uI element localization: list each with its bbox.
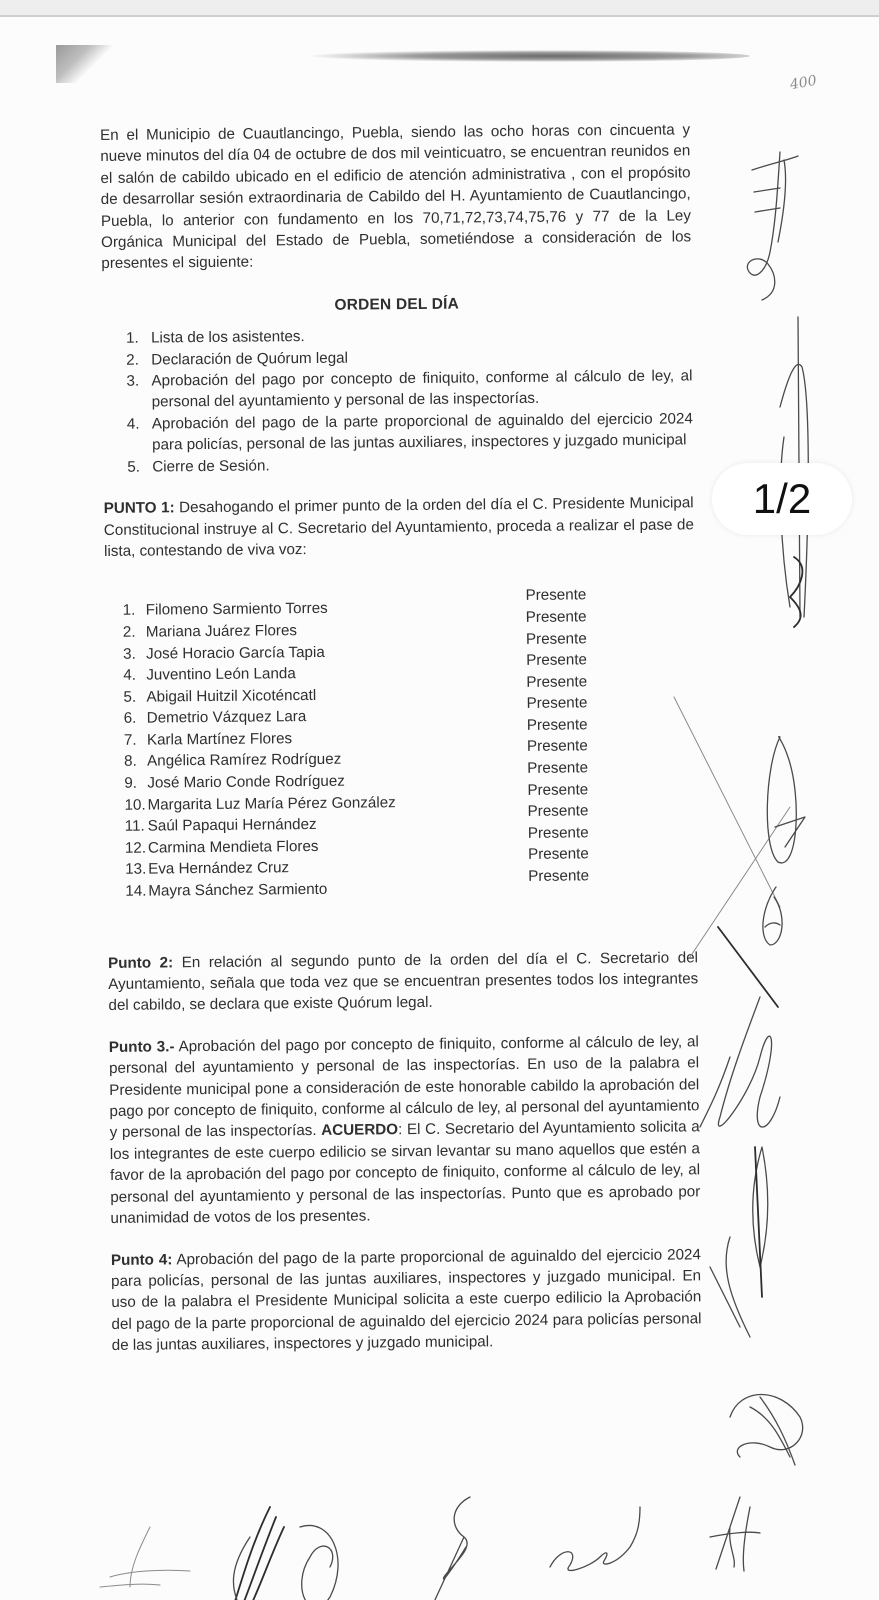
roll-call-row: 9. José Mario Conde Rodríguez	[124, 772, 345, 792]
roll-call-row: 3. José Horacio García Tapia	[122, 643, 325, 663]
attendance-status: Presente	[527, 781, 589, 799]
attendance-status: Presente	[527, 802, 589, 821]
agenda-item: 2. Declaración de Quórum legal	[126, 349, 349, 369]
punto-3	[109, 1031, 701, 1229]
attendance-status: Presente	[527, 845, 589, 864]
punto-2	[108, 947, 699, 1017]
punto-1-label: PUNTO 1:	[103, 499, 175, 518]
punto-3-text: Aprobación del pago por concepto de finiquito, conforme al cálculo de ley, al personal del ayuntamiento y personal de las inspectorías. En uso de la palabra el Presidente municipal pone a consideración de este honorable cabildo la aprobación del pago por concepto de finiquito, conforme al cálculo de ley, al personal del ayuntamiento y personal de las inspectorías.	[108, 1033, 700, 1142]
punto-1-text: Desahogando el primer punto de la orden del día el C. Presidente Municipal Constitucional instruye al C. Secretario del Ayuntamiento, proceda a realizar el pase de lista, contestando de viva voz:	[103, 494, 694, 560]
attendance-status: Presente	[528, 867, 590, 885]
punto-3-label: Punto 3.-	[108, 1038, 175, 1056]
punto-2-label: Punto 2:	[107, 953, 174, 972]
roll-call-row: 12. Carmina Mendieta Flores	[124, 837, 319, 857]
punto-1	[104, 492, 695, 562]
roll-call-row: 6. Demetrio Vázquez Lara	[123, 708, 307, 728]
attendance-status: Presente	[526, 673, 588, 691]
roll-call-row: 11. Saúl Papaqui Hernández	[124, 816, 317, 836]
punto-4-label: Punto 4:	[110, 1250, 173, 1269]
document-body	[100, 119, 702, 1356]
roll-call-row: 8. Angélica Ramírez Rodríguez	[124, 751, 342, 771]
roll-call-row: 1. Filomeno Sarmiento Torres	[122, 600, 328, 620]
signature-icon	[670, 677, 840, 997]
intro-paragraph: En el Municipio de Cuautlancingo, Puebla, siendo las ocho horas con cincuenta y nueve minutos del día 04 de octubre de dos mil veinticuatro, se encuentran reunidos en el salón de cabildo ubicado en el edificio de atención administrativa , con el propósito de desarrollar sesión extraordinaria de Cabildo del H. Ayuntamiento de Cuautlancingo, Puebla, lo anterior con fundamento en los 70,71,72,73,74,75,76 y 77 de la Ley Orgánica Municipal del Estado de Puebla, sometiéndose a consideración de los presentes el siguiente:	[100, 121, 692, 273]
punto-4-text: Aprobación del pago de la parte proporcional de aguinaldo del ejercicio 2024 para policías, personal de las juntas auxiliares, inspectores y juzgado municipal. En uso de la palabra el Presidente Municipal solicita a este cuerpo edilicio la Aprobación del pago de la parte proporcional de aguinaldo del ejercicio 2024 para policías personal de las juntas auxiliares, inspectores y juzgado municipal.	[111, 1245, 702, 1355]
signature-icon	[720, 1387, 810, 1467]
roll-call-row: 14. Mayra Sánchez Sarmiento	[125, 880, 328, 900]
page-fold-shadow	[310, 50, 750, 62]
agenda-item: 1. Lista de los asistentes.	[125, 328, 305, 348]
signature-icon	[210, 1497, 350, 1600]
attendance-status: Presente	[526, 651, 588, 670]
attendance-status: Presente	[526, 737, 588, 756]
attendance-status: Presente	[527, 824, 589, 842]
roll-call-row: 7. Karla Martínez Flores	[123, 730, 293, 749]
attendance-status: Presente	[527, 759, 589, 777]
signature-icon	[90, 1527, 200, 1597]
roll-call-list	[122, 586, 596, 903]
roll-call-row: 2. Mariana Juárez Flores	[122, 622, 298, 641]
attendance-status: Presente	[526, 694, 588, 713]
punto-4	[111, 1244, 702, 1357]
signature-icon	[690, 997, 800, 1357]
roll-call-row: 13. Eva Hernández Cruz	[125, 859, 290, 879]
page-indicator-badge: 1/2	[712, 463, 852, 535]
agenda-title: ORDEN DEL DÍA	[334, 295, 460, 314]
roll-call-row: 4. Juventino León Landa	[123, 665, 296, 684]
acuerdo-text: : El C. Secretario del Ayuntamiento solicita a los integrantes de este cuerpo edilicio se sirvan levantar su mano aquellos que estén a favor de la aprobación del pago por concepto de finiquito, conforme al cálculo de ley, al personal del ayuntamiento y personal de las inspectorías. Punto que es aprobado por unanimidad de votos de los presentes.	[109, 1118, 701, 1228]
handwritten-page-number: 400	[788, 72, 818, 94]
roll-call-row: 10. Margarita Luz María Pérez González	[124, 793, 396, 814]
scanned-document-page	[0, 15, 879, 1600]
signature-icon	[420, 1497, 480, 1600]
attendance-status: Presente	[525, 608, 587, 626]
attendance-status: Presente	[525, 586, 587, 605]
agenda-list	[102, 323, 693, 479]
page-fold-shadow	[56, 45, 116, 83]
punto-2-text: En relación al segundo punto de la orden del día el C. Secretario del Ayuntamiento, señala que toda vez que se encuentran presentes todos los integrantes del cabildo, se declara que existe Quórum legal.	[108, 948, 699, 1015]
attendance-status: Presente	[526, 716, 588, 734]
signature-icon	[700, 1497, 780, 1577]
signature-icon	[740, 142, 800, 302]
signature-icon	[540, 1507, 650, 1587]
viewer-top-bar	[0, 0, 879, 15]
attendance-status: Presente	[525, 629, 587, 648]
agenda-item: 3. Aprobación del pago por concepto de finiquito, conforme al cálculo de ley, al personal del ayuntamiento y personal de las inspectorías.	[126, 367, 693, 411]
agenda-item: 5. Cierre de Sesión.	[127, 457, 270, 476]
acuerdo-label: ACUERDO	[321, 1121, 399, 1140]
roll-call-status-column	[525, 584, 608, 887]
agenda-item: 4. Aprobación del pago de la parte proporcional de aguinaldo del ejercicio 2024 para policías, personal de las juntas auxiliares, inspectores y juzgado municipal	[126, 410, 693, 454]
roll-call-row: 5. Abigail Huitzil Xicoténcatl	[123, 686, 317, 706]
